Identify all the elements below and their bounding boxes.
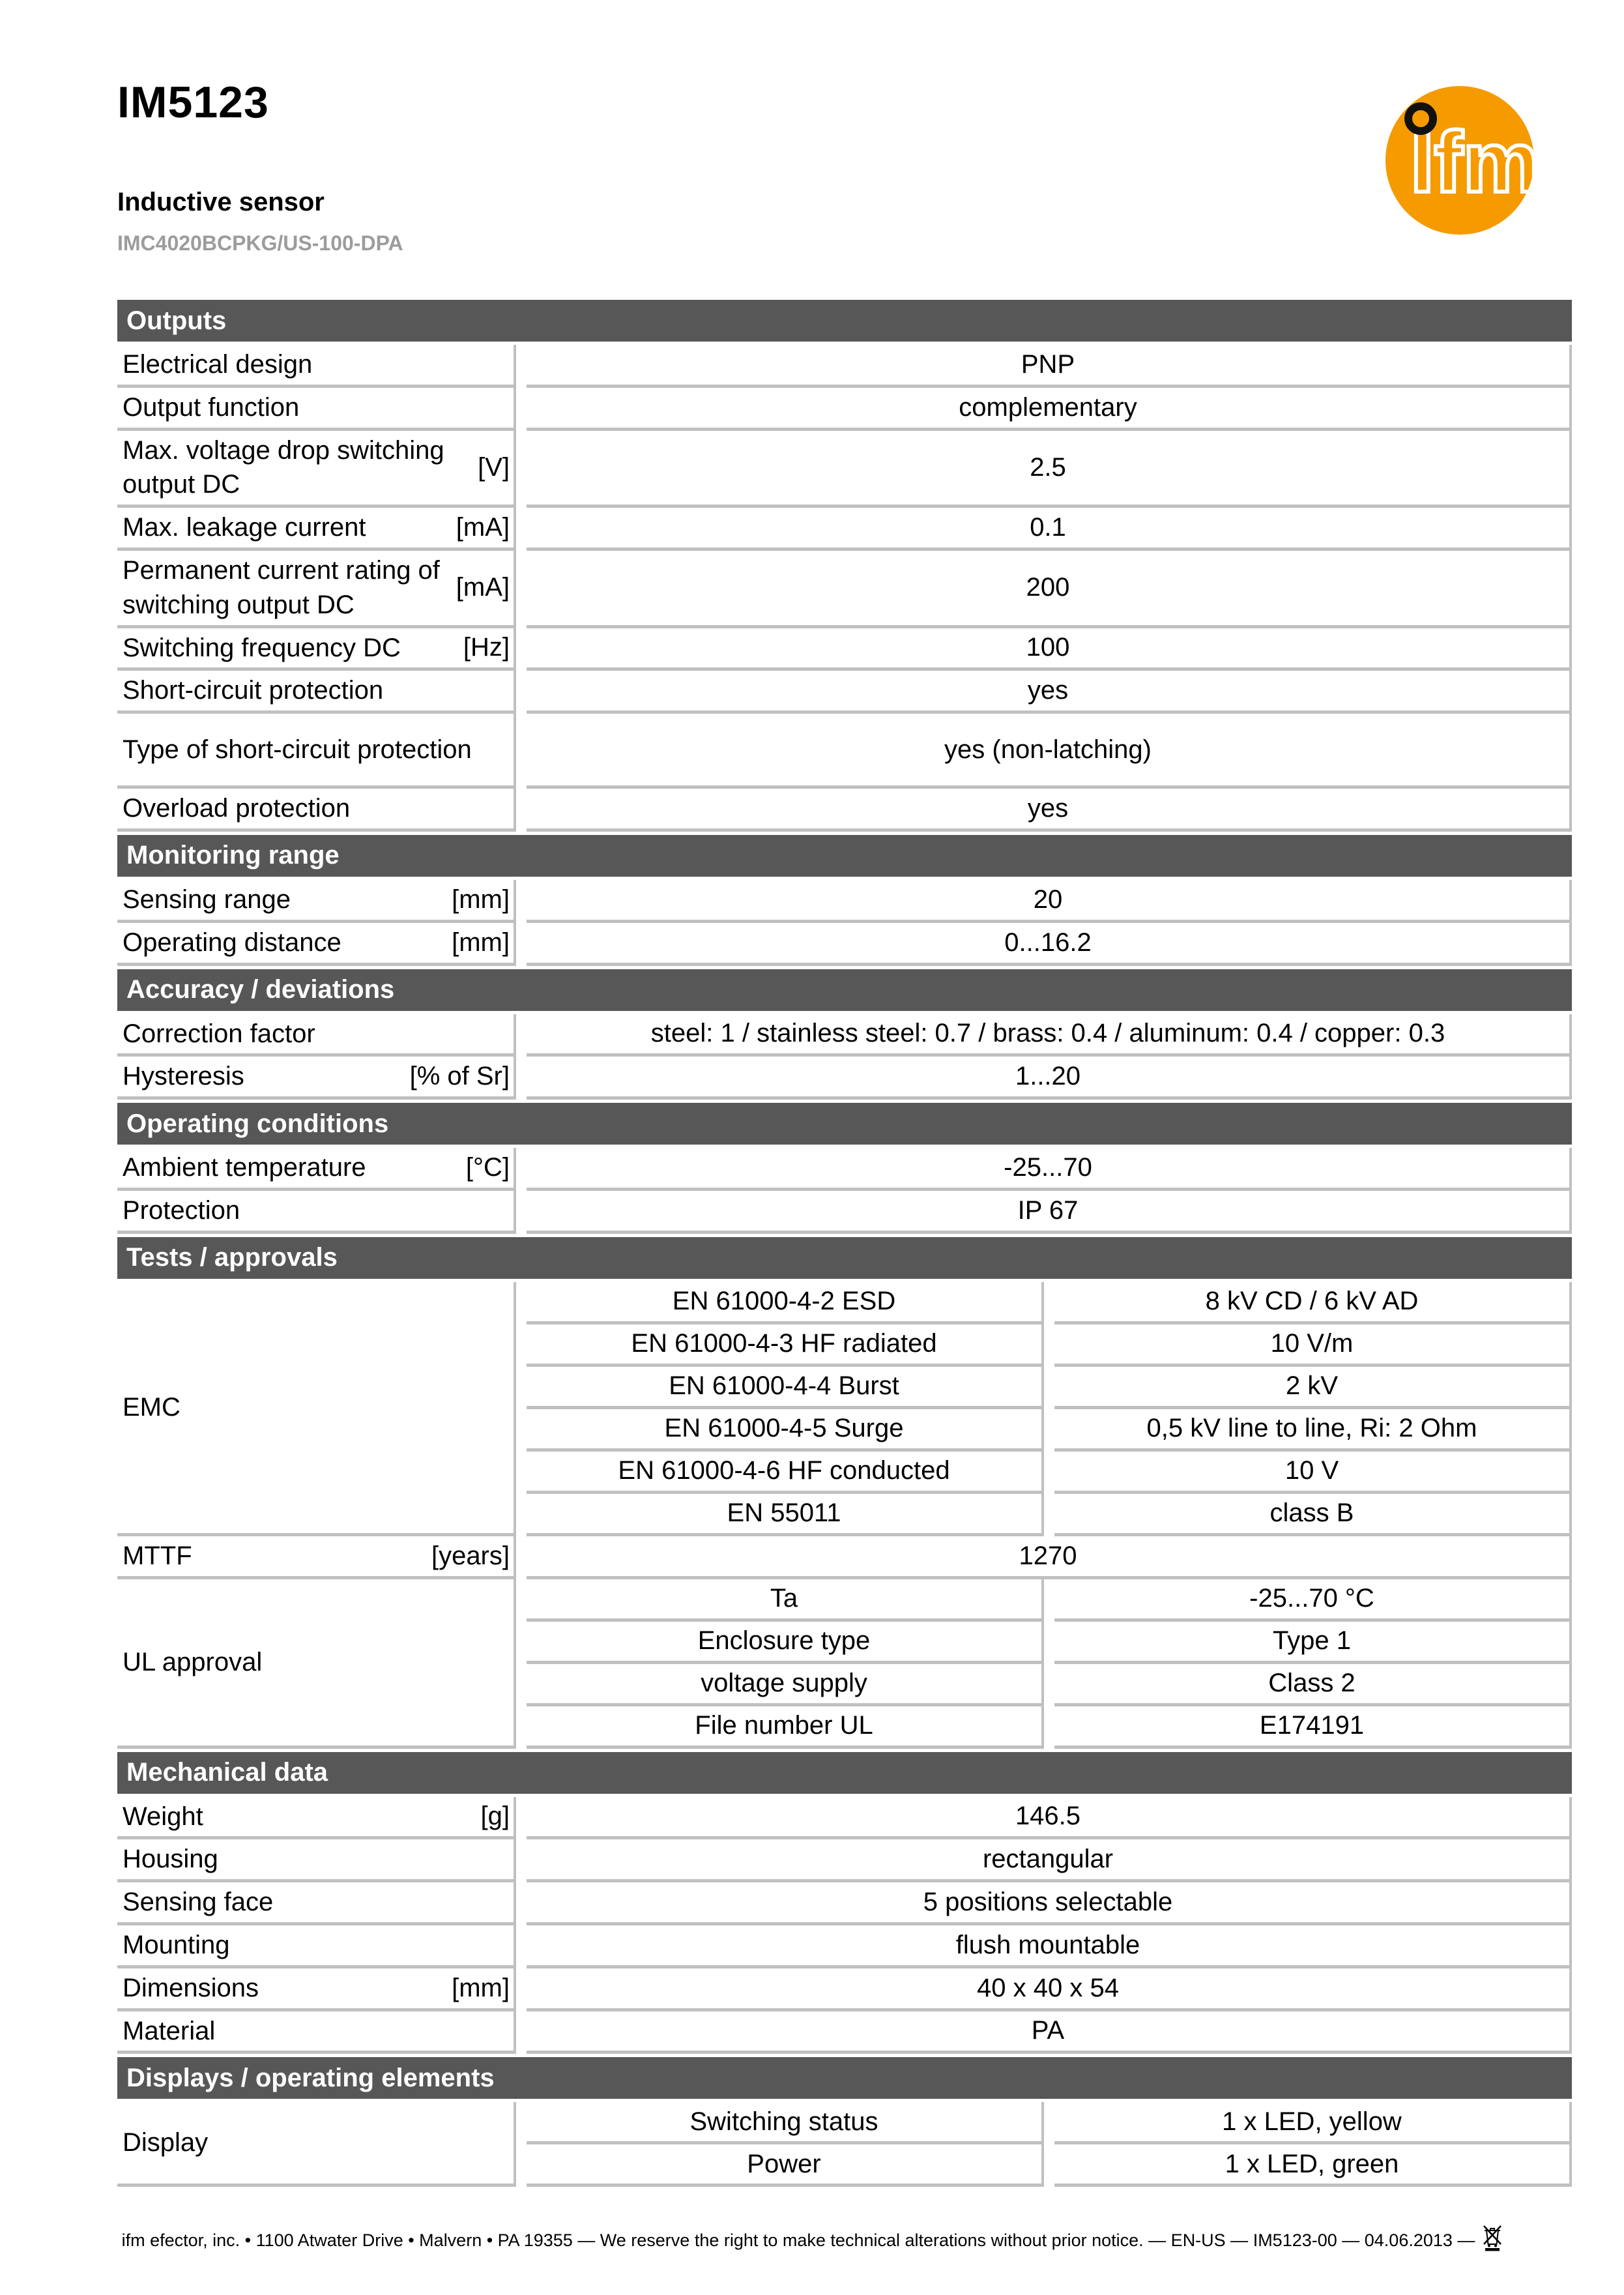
emc-subtable: [527, 1282, 1572, 1536]
row-label: Sensing range: [123, 884, 291, 914]
emc-subrow: [527, 1282, 1572, 1324]
spec-row-mounting: [117, 1925, 1572, 1968]
row-label: MTTF: [123, 1541, 192, 1570]
row-unit: [Hz]: [463, 633, 510, 662]
section-header-monitoring-range: [117, 835, 1572, 877]
row-label-cell: [117, 1191, 516, 1234]
subrow-value: 1 x LED, green: [1054, 2144, 1572, 2187]
row-unit: [mm]: [452, 928, 510, 957]
row-label: Max. voltage drop switching output DC: [123, 435, 444, 499]
ul-subrow: [527, 1622, 1572, 1664]
row-label-cell: [117, 2102, 516, 2187]
row-value: steel: 1 / stainless steel: 0.7 / brass: 0.4 / aluminum: 0.4 / copper: 0.3: [527, 1014, 1572, 1057]
row-value: yes: [527, 789, 1572, 832]
row-label-cell: [117, 923, 516, 966]
row-value: 5 positions selectable: [527, 1882, 1572, 1925]
subrow-name: EN 61000-4-3 HF radiated: [527, 1324, 1044, 1367]
row-label-cell: [117, 1148, 516, 1191]
section-header-outputs: [117, 300, 1572, 342]
row-value: 0.1: [527, 508, 1572, 551]
row-value: 146.5: [527, 1797, 1572, 1840]
section-title: Monitoring range: [126, 841, 340, 870]
subrow-value: Type 1: [1054, 1622, 1572, 1664]
row-unit: [mA]: [456, 513, 510, 542]
section-header-operating-conditions: [117, 1103, 1572, 1145]
subrow-name: Enclosure type: [527, 1622, 1044, 1664]
subrow-name: EN 61000-4-4 Burst: [527, 1367, 1044, 1409]
row-label-cell: [117, 1057, 516, 1100]
row-label-cell: [117, 1968, 516, 2011]
row-label: Display: [123, 2128, 209, 2157]
row-label-cell: [117, 508, 516, 551]
row-label: UL approval: [123, 1647, 263, 1676]
row-value: PA: [527, 2011, 1572, 2054]
row-label-cell: [117, 1014, 516, 1057]
section-header-accuracy: [117, 969, 1572, 1011]
subrow-value: 10 V: [1054, 1452, 1572, 1494]
subrow-value: class B: [1054, 1494, 1572, 1536]
row-value: complementary: [527, 388, 1572, 431]
row-value: 20: [527, 880, 1572, 923]
spec-row-ambient-temperature: [117, 1148, 1572, 1191]
document-header: [0, 0, 1624, 297]
row-label: Permanent current rating of switching output DC: [123, 555, 440, 619]
row-value: 1...20: [527, 1057, 1572, 1100]
spec-row-output-function: [117, 388, 1572, 431]
row-label-cell: [117, 345, 516, 388]
section-title: Operating conditions: [126, 1109, 389, 1138]
row-label: Mounting: [123, 1930, 230, 1959]
row-value: -25...70: [527, 1148, 1572, 1191]
row-value: 200: [527, 551, 1572, 628]
spec-row-display-group: [117, 2102, 1572, 2187]
row-value: 40 x 40 x 54: [527, 1968, 1572, 2011]
row-unit: [V]: [478, 452, 510, 482]
display-subrow: [527, 2102, 1572, 2144]
row-value: flush mountable: [527, 1925, 1572, 1968]
svg-text:Ifm: Ifm: [1410, 114, 1538, 210]
spec-row-electrical-design: [117, 345, 1572, 388]
product-title: IM5123: [117, 78, 269, 127]
emc-subrow: [527, 1452, 1572, 1494]
section-title: Displays / operating elements: [126, 2063, 495, 2092]
spec-row-material: [117, 2011, 1572, 2054]
subrow-value: 1 x LED, yellow: [1054, 2102, 1572, 2144]
row-value: 100: [527, 628, 1572, 671]
ul-subtable: [527, 1579, 1572, 1749]
page-footer: [0, 2224, 1624, 2257]
row-label: Type of short-circuit protection: [123, 735, 472, 764]
spec-row-ul-approval-group: [117, 1579, 1572, 1749]
row-label: Correction factor: [123, 1019, 315, 1048]
subrow-name: voltage supply: [527, 1664, 1044, 1706]
subrow-value: 2 kV: [1054, 1367, 1572, 1409]
section-header-tests-approvals: [117, 1237, 1572, 1279]
subrow-name: EN 61000-4-5 Surge: [527, 1409, 1044, 1452]
row-label-cell: [117, 1536, 516, 1579]
display-subrow: [527, 2144, 1572, 2187]
spec-row-emc-group: [117, 1282, 1572, 1536]
spec-row-protection: [117, 1191, 1572, 1234]
row-label: Hysteresis: [123, 1062, 244, 1091]
spec-row-sensing-face: [117, 1882, 1572, 1925]
row-value: rectangular: [527, 1839, 1572, 1882]
row-label-cell: [117, 1579, 516, 1749]
spec-row-type-short-circuit: [117, 714, 1572, 789]
article-number: IMC4020BCPKG/US-100-DPA: [117, 231, 403, 255]
row-label: Material: [123, 2016, 216, 2045]
spec-row-max-leakage-current: [117, 508, 1572, 551]
row-value: PNP: [527, 345, 1572, 388]
row-label-cell: [117, 1839, 516, 1882]
row-label: Weight: [123, 1802, 203, 1831]
subrow-value: 10 V/m: [1054, 1324, 1572, 1367]
spec-row-operating-distance: [117, 923, 1572, 966]
row-label-cell: [117, 1925, 516, 1968]
weee-bin-icon: [1483, 2224, 1502, 2257]
subrow-name: EN 61000-4-2 ESD: [527, 1282, 1044, 1324]
row-label: Switching frequency DC: [123, 633, 401, 662]
row-label: Sensing face: [123, 1888, 274, 1917]
product-subtitle: Inductive sensor: [117, 188, 325, 216]
ifm-logo-icon: [1382, 82, 1538, 242]
row-unit: [mm]: [452, 884, 510, 914]
row-label: Max. leakage current: [123, 513, 366, 542]
section-title: Tests / approvals: [126, 1243, 338, 1272]
row-label: Operating distance: [123, 928, 341, 957]
ul-subrow: [527, 1664, 1572, 1706]
row-label: Overload protection: [123, 794, 351, 823]
spec-row-max-voltage-drop: [117, 431, 1572, 508]
row-value: IP 67: [527, 1191, 1572, 1234]
row-unit: [mA]: [456, 573, 510, 602]
footer-text: ifm efector, inc. • 1100 Atwater Drive • Malvern • PA 19355 — We reserve the right to make technical alterations without prior notice. — EN-US — IM5123-00 — 04.06.2013 —: [121, 2230, 1475, 2250]
row-unit: [mm]: [452, 1973, 510, 2002]
section-title: Accuracy / deviations: [126, 975, 395, 1004]
spec-row-housing: [117, 1839, 1572, 1882]
emc-subrow: [527, 1409, 1572, 1452]
spec-row-switching-frequency: [117, 628, 1572, 671]
spec-table: [117, 300, 1572, 2187]
row-label: Ambient temperature: [123, 1153, 366, 1182]
subrow-name: EN 61000-4-6 HF conducted: [527, 1452, 1044, 1494]
row-label: Electrical design: [123, 350, 313, 379]
spec-row-dimensions: [117, 1968, 1572, 2011]
subrow-name: Switching status: [527, 2102, 1044, 2144]
subrow-value: -25...70 °C: [1054, 1579, 1572, 1622]
section-title: Mechanical data: [126, 1758, 328, 1787]
row-label-cell: [117, 1797, 516, 1840]
ul-subrow: [527, 1706, 1572, 1749]
subrow-name: EN 55011: [527, 1494, 1044, 1536]
row-unit: [g]: [480, 1802, 510, 1831]
row-label-cell: [117, 880, 516, 923]
emc-subrow: [527, 1367, 1572, 1409]
subrow-name: File number UL: [527, 1706, 1044, 1749]
row-label-cell: [117, 714, 516, 789]
row-unit: [years]: [431, 1541, 510, 1570]
row-value: 2.5: [527, 431, 1572, 508]
row-value: yes: [527, 671, 1572, 714]
section-title: Outputs: [126, 306, 227, 335]
row-value: 1270: [527, 1536, 1572, 1579]
row-label-cell: [117, 2011, 516, 2054]
row-label-cell: [117, 388, 516, 431]
ul-subrow: [527, 1579, 1572, 1622]
spec-row-sensing-range: [117, 880, 1572, 923]
row-label: Protection: [123, 1195, 240, 1225]
row-unit: [°C]: [465, 1153, 510, 1182]
row-label-cell: [117, 551, 516, 628]
row-value: 0...16.2: [527, 923, 1572, 966]
spec-row-overload-protection: [117, 789, 1572, 832]
section-header-mechanical-data: [117, 1752, 1572, 1794]
subrow-value: Class 2: [1054, 1664, 1572, 1706]
row-label: Short-circuit protection: [123, 676, 384, 705]
row-label-cell: [117, 1282, 516, 1536]
row-label-cell: [117, 628, 516, 671]
subrow-value: 0,5 kV line to line, Ri: 2 Ohm: [1054, 1409, 1572, 1452]
subrow-value: E174191: [1054, 1706, 1572, 1749]
subrow-value: 8 kV CD / 6 kV AD: [1054, 1282, 1572, 1324]
spec-row-mttf: [117, 1536, 1572, 1579]
subrow-name: Ta: [527, 1579, 1044, 1622]
row-label: EMC: [123, 1392, 181, 1422]
row-unit: [% of Sr]: [409, 1062, 510, 1091]
row-label: Dimensions: [123, 1973, 259, 2002]
emc-subrow: [527, 1494, 1572, 1536]
row-label-cell: [117, 431, 516, 508]
display-subtable: [527, 2102, 1572, 2187]
row-value: yes (non-latching): [527, 714, 1572, 789]
spec-row-correction-factor: [117, 1014, 1572, 1057]
row-label: Output function: [123, 392, 300, 422]
spec-row-weight: [117, 1797, 1572, 1840]
row-label: Housing: [123, 1845, 218, 1874]
row-label-cell: [117, 1882, 516, 1925]
spec-row-short-circuit-protection: [117, 671, 1572, 714]
spec-row-permanent-current-rating: [117, 551, 1572, 628]
emc-subrow: [527, 1324, 1572, 1367]
row-label-cell: [117, 789, 516, 832]
subrow-name: Power: [527, 2144, 1044, 2187]
row-label-cell: [117, 671, 516, 714]
section-header-displays: [117, 2057, 1572, 2099]
spec-row-hysteresis: [117, 1057, 1572, 1100]
